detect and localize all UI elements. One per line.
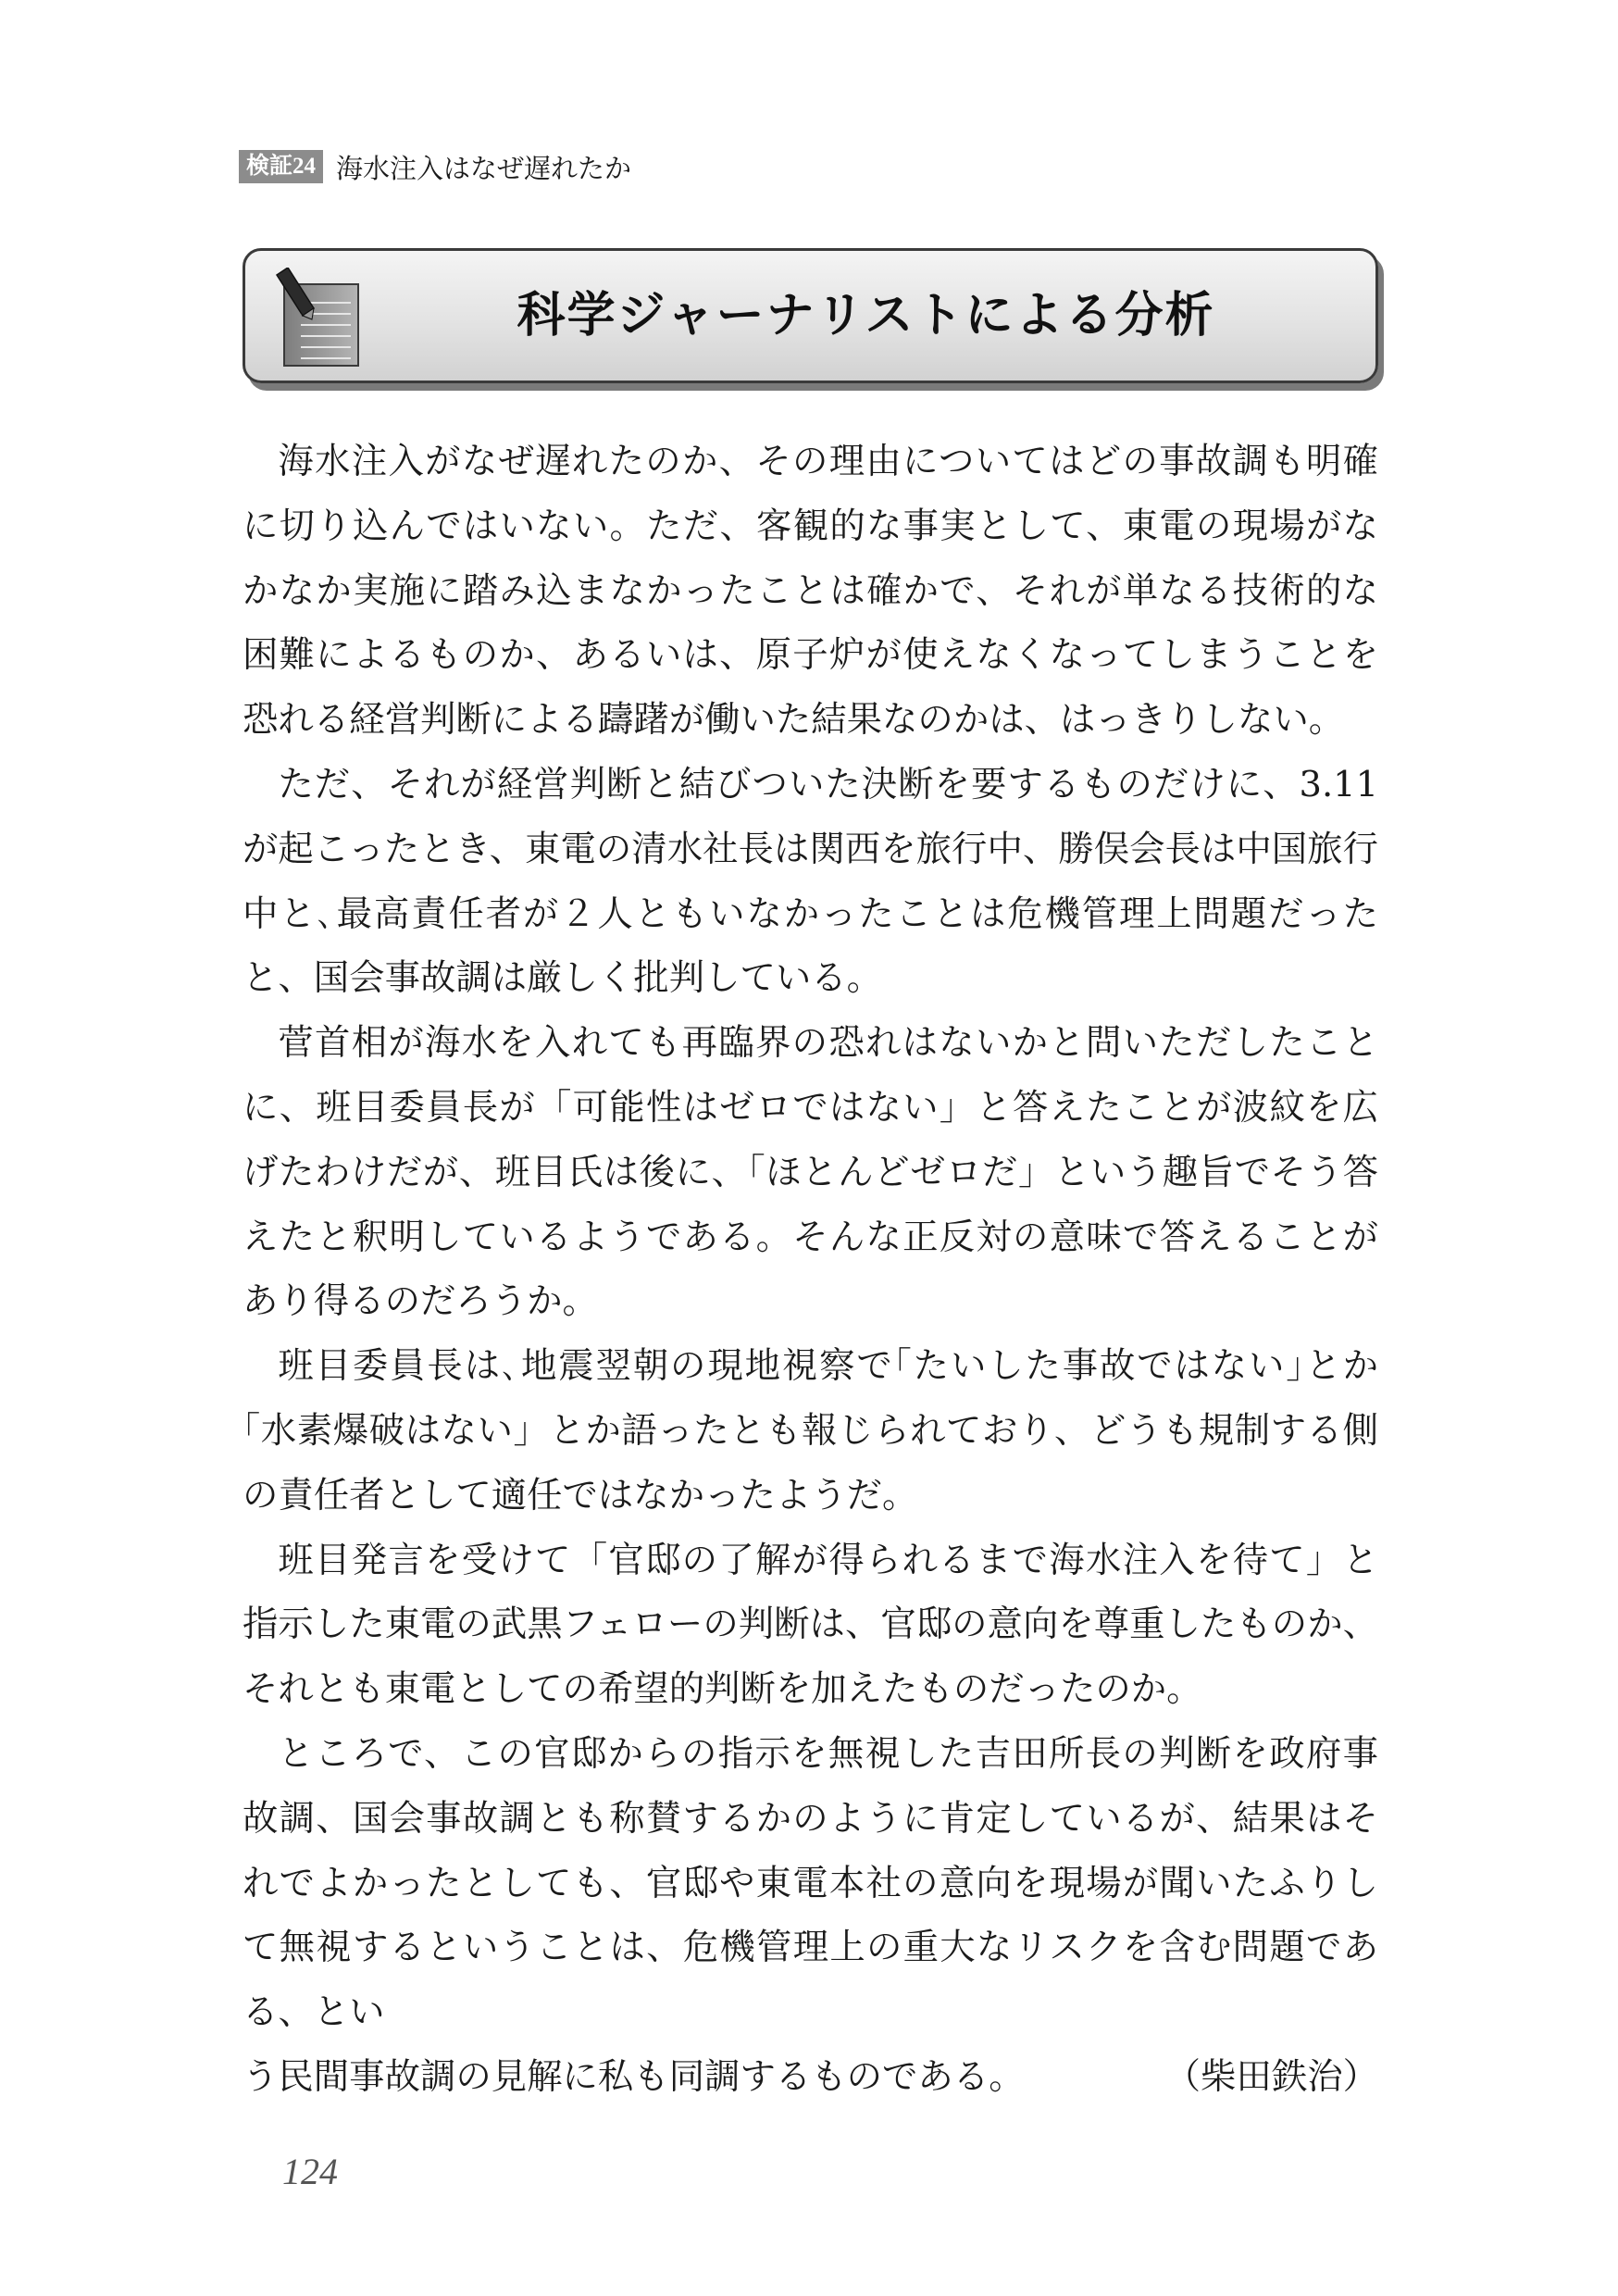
- article-body: [243, 430, 1378, 2110]
- paragraph: 班目委員長は､地震翌朝の現地視察で｢たいした事故ではない｣とか｢水素爆破はない」とか語ったとも報じられており、どうも規制する側の責任者として適任ではなかったようだ。: [243, 1345, 1378, 1516]
- paragraph-text: ところで、この官邸からの指示を無視した吉田所長の判断を政府事故調、国会事故調とも称賛するかのように肯定しているが、結果はそれでよかったとしても、官邸や東電本社の意向を現場が聞いたふりして無視するということは、危機管理上の重大なリスクを含む問題である、とい: [243, 1732, 1378, 2034]
- section-title-box: [243, 248, 1378, 383]
- notepad-pencil-icon: [273, 268, 366, 369]
- author-credit: （柴田鉄治）: [1164, 2055, 1378, 2098]
- chapter-badge: 検証24: [239, 150, 323, 183]
- paragraph-final-line: う民間事故調の見解に私も同調するものである。: [243, 2055, 1025, 2098]
- chapter-title: 海水注入はなぜ遅れたか: [336, 152, 632, 184]
- paragraph: 班目発言を受けて「官邸の了解が得られるまで海水注入を待て」と指示した東電の武黒フェローの判断は、官邸の意向を尊重したものか、それとも東電としての希望的判断を加えたものだったのか。: [243, 1539, 1378, 1711]
- running-header: [239, 148, 631, 185]
- section-title: 科学ジャーナリストによる分析: [517, 288, 1215, 343]
- paragraph: 菅首相が海水を入れても再臨界の恐れはないかと問いただしたことに、班目委員長が「可能性はゼロではない」と答えたことが波紋を広げたわけだが、班目氏は後に、「ほとんどゼロだ」という趣旨でそう答えたと釈明しているようである。そんな正反対の意味で答えることがあり得るのだろうか。: [243, 1022, 1378, 1323]
- paragraph: ただ、それが経営判断と結びついた決断を要するものだけに、3.11が起こったとき、東電の清水社長は関西を旅行中、勝俣会長は中国旅行中と､最高責任者が２人ともいなかったことは危機管理上問題だったと、国会事故調は厳しく批判している。: [243, 763, 1378, 1000]
- paragraph: [243, 1722, 1378, 2045]
- paragraph: 海水注入がなぜ遅れたのか、その理由についてはどの事故調も明確に切り込んではいない。ただ、客観的な事実として、東電の現場がなかなか実施に踏み込まなかったことは確かで、それが単なる技術的な困難によるものか、あるいは、原子炉が使えなくなってしまうことを恐れる経営判断による躊躇が働いた結果なのかは、はっきりしない。: [243, 441, 1378, 742]
- page-number: 124: [282, 2151, 338, 2192]
- closing-line: [243, 2045, 1378, 2110]
